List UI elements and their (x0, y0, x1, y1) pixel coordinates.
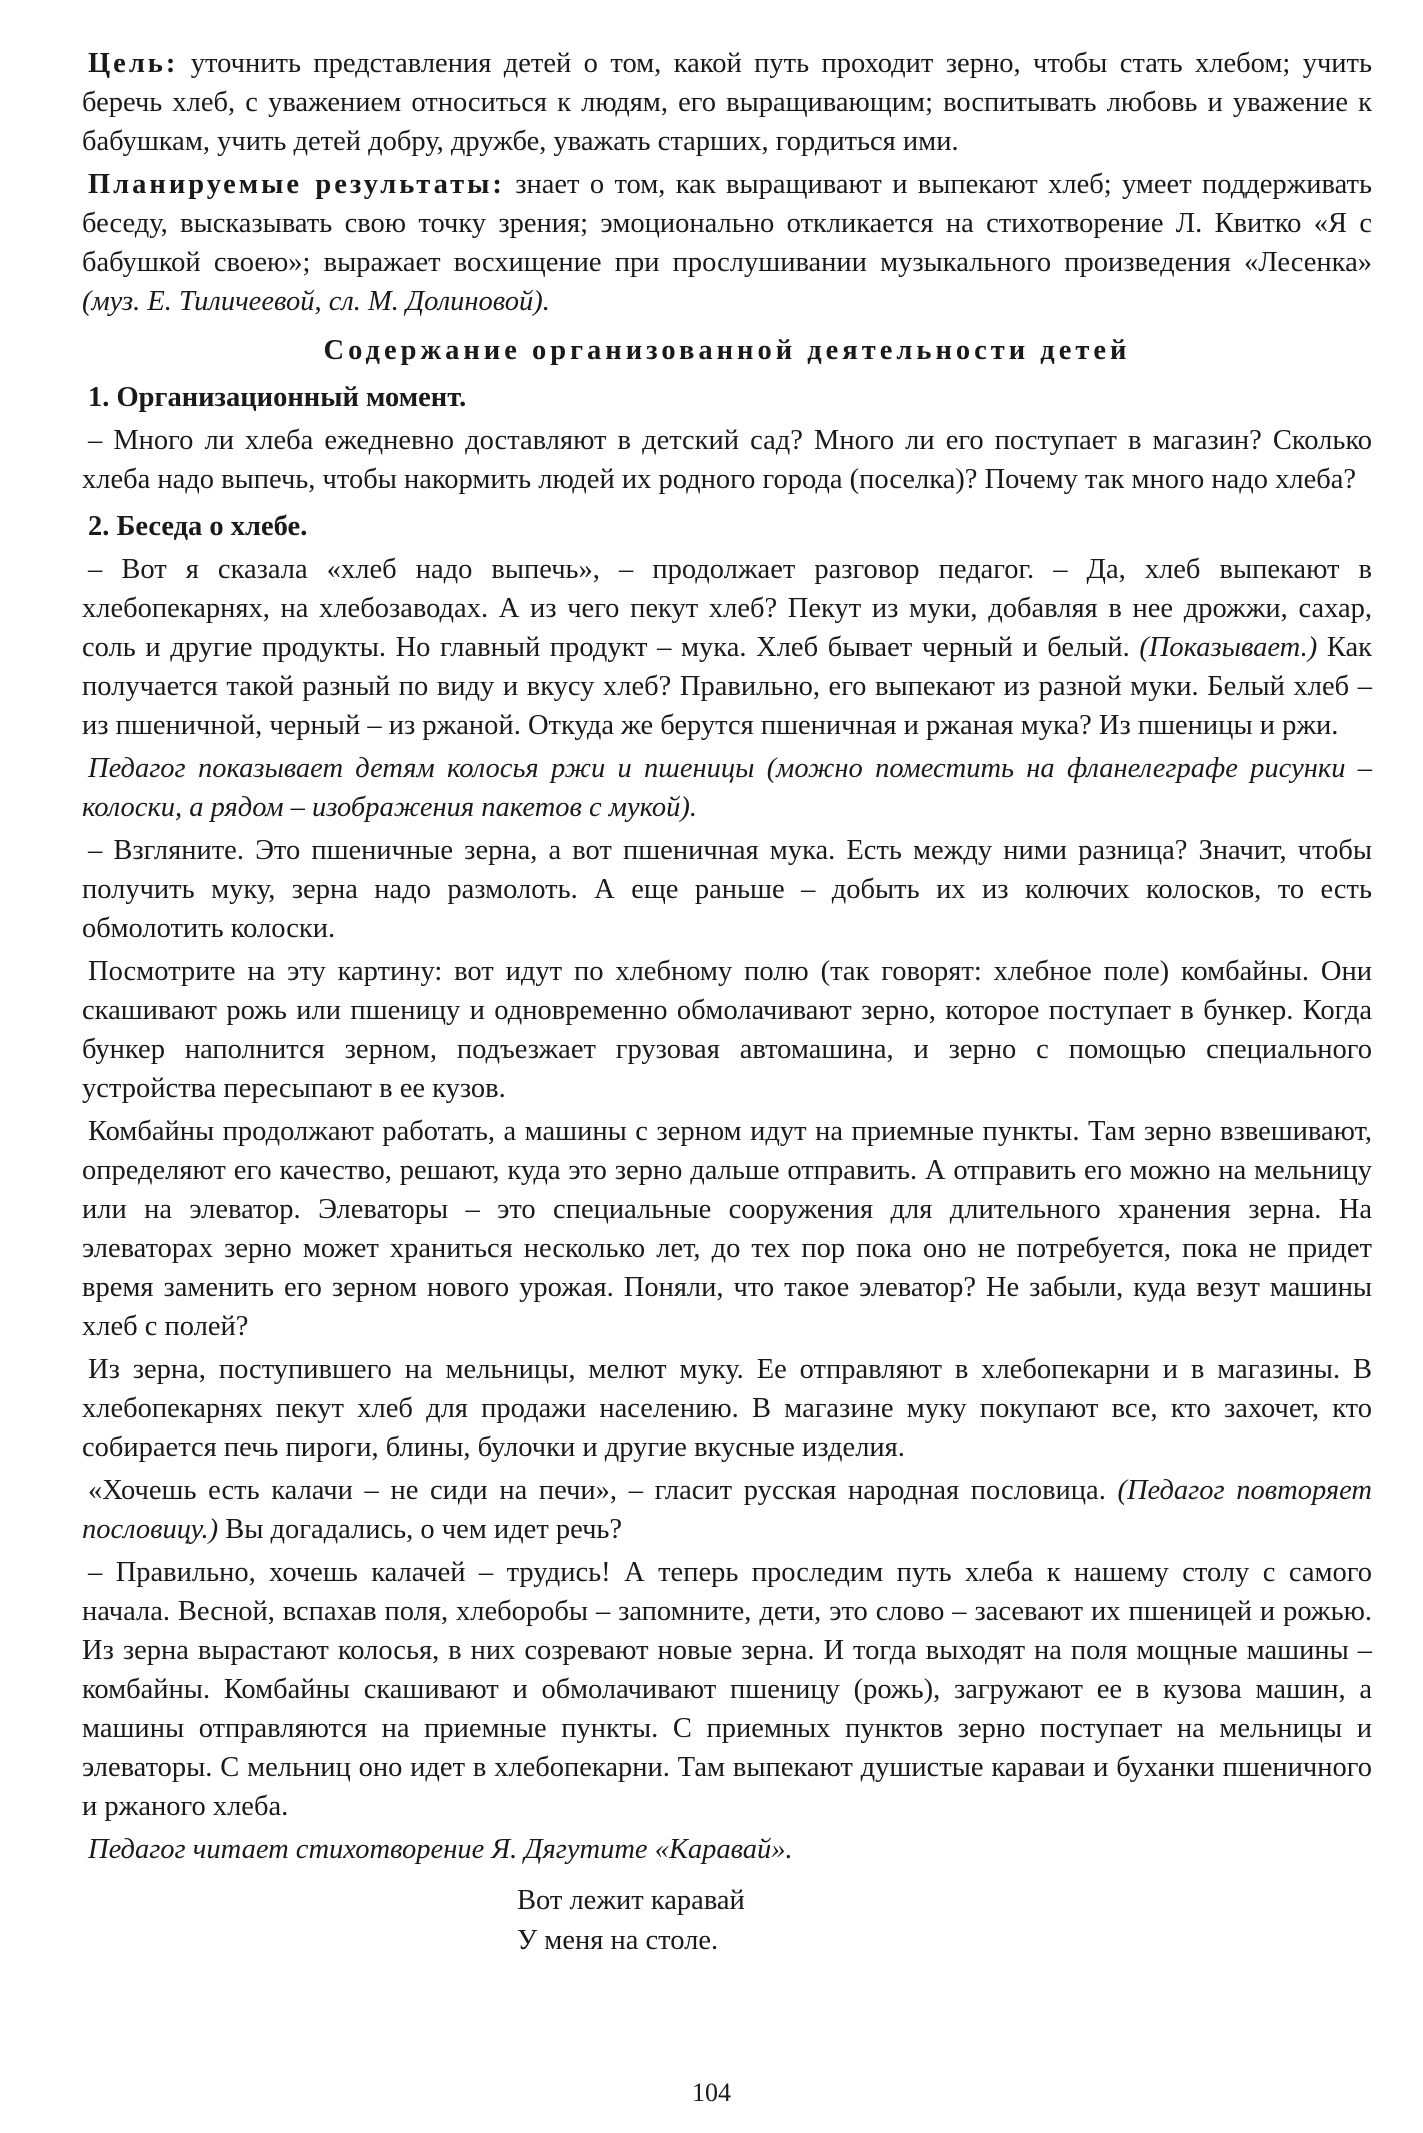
goal-paragraph (82, 44, 1372, 161)
section2-paragraph-1 (82, 550, 1372, 745)
section1-heading: 1. Организационный момент. (88, 382, 467, 413)
poem-line-1: Вот лежит каравай (517, 1885, 745, 1916)
section2-paragraph-6: Из зерна, поступившего на мельницы, мелют муку. Ее отправляют в хлебопекарни и в магазины. В хлебопекарнях пекут хлеб для продажи населению. В магазине муку покупают все, кто захочет, кто собирается печь пироги, блины, булочки и другие вкусные изделия. (82, 1354, 1372, 1463)
results-music-credit: (муз. Е. Тиличеевой, сл. М. Долиновой). (82, 286, 550, 317)
section2-paragraph-2: Педагог показывает детям колосья ржи и пшеницы (можно поместить на фланелеграфе рисунки – колоски, а рядом – изображения пакетов с мукой). (82, 753, 1372, 823)
poem-line-2: У меня на столе. (517, 1925, 719, 1956)
section2-paragraph-4: Посмотрите на эту картину: вот идут по хлебному полю (так говорят: хлебное поле) комбайны. Они скашивают рожь или пшеницу и одновременно обмолачивают зерно, которое поступает в бункер. Когда бункер наполнится зерном, подъезжает грузовая автомашина, и зерно с помощью специального устройства пересыпают в ее кузов. (82, 956, 1372, 1104)
content-heading: Содержание организованной деятельности детей (323, 335, 1131, 366)
section2-p1-text-a: – Вот я сказала «хлеб надо выпечь», – продолжает разговор педагог. – Да, хлеб выпекают в хлебопекарнях, на хлебозаводах. А из чего пекут хлеб? Пекут из муки, добавляя в нее дрожжи, сахар, соль и другие продукты. Но главный продукт – мука. Хлеб бывает черный и белый. (82, 554, 1372, 663)
results-label: Планируемые результаты: (88, 169, 505, 200)
poem (82, 1881, 1372, 1961)
section2-paragraph-7 (82, 1471, 1372, 1549)
section2-p1-text-b: Как получается такой разный по виду и вкусу хлеб? Правильно, его выпекают из разной муки. Белый хлеб – из пшеничной, черный – из ржаной. Откуда же берутся пшеничная и ржаная мука? Из пшеницы и ржи. (82, 632, 1372, 741)
section2-paragraph-9: Педагог читает стихотворение Я. Дягутите «Каравай». (88, 1834, 793, 1865)
page-content (82, 44, 1372, 1961)
section2-heading: 2. Беседа о хлебе. (88, 511, 308, 542)
section2-p7-text-a: «Хочешь есть калачи – не сиди на печи», – гласит русская народная пословица. (88, 1475, 1118, 1506)
section2-p7-italic: (Педагог повторяет пословицу.) (82, 1475, 1372, 1545)
section2-paragraph-3: – Взгляните. Это пшеничные зерна, а вот пшеничная мука. Есть между ними разница? Значит, чтобы получить муку, зерна надо размолоть. А еще раньше – добыть их из колючих колосков, то есть обмолотить колоски. (82, 835, 1372, 944)
section2-p1-italic: (Показывает.) (1139, 632, 1318, 663)
goal-label: Цель: (88, 48, 179, 79)
section2-p7-text-b: Вы догадались, о чем идет речь? (218, 1514, 623, 1545)
results-paragraph (82, 165, 1372, 321)
results-text: знает о том, как выращивают и выпекают хлеб; умеет поддерживать беседу, высказывать свою точку зрения; эмоционально откликается на стихотворение Л. Квитко «Я с бабушкой своею»; выражает восхищение при прослушивании музыкального произведения «Лесенка» (82, 169, 1372, 278)
section2-paragraph-5: Комбайны продолжают работать, а машины с зерном идут на приемные пункты. Там зерно взвешивают, определяют его качество, решают, куда это зерно дальше отправить. А отправить его можно на мельницу или на элеватор. Элеваторы – это специальные сооружения для длительного хранения зерна. На элеваторах зерно может храниться несколько лет, до тех пор пока оно не потребуется, пока не придет время заменить его зерном нового урожая. Поняли, что такое элеватор? Не забыли, куда везут машины хлеб с полей? (82, 1116, 1372, 1342)
section2-paragraph-8: – Правильно, хочешь калачей – трудись! А теперь проследим путь хлеба к нашему столу с самого начала. Весной, вспахав поля, хлеборобы – запомните, дети, это слово – засевают их пшеницей и рожью. Из зерна вырастают колосья, в них созревают новые зерна. И тогда выходят на поля мощные машины – комбайны. Комбайны скашивают и обмолачивают пшеницу (рожь), загружают ее в кузова машин, а машины отправляются на приемные пункты. С приемных пунктов зерно поступает на мельницы и элеваторы. С мельниц оно идет в хлебопекарни. Там выпекают душистые караваи и буханки пшеничного и ржаного хлеба. (82, 1557, 1372, 1822)
section1-text: – Много ли хлеба ежедневно доставляют в детский сад? Много ли его поступает в магазин? Сколько хлеба надо выпечь, чтобы накормить людей их родного города (поселка)? Почему так много надо хлеба? (82, 425, 1372, 495)
goal-text: уточнить представления детей о том, какой путь проходит зерно, чтобы стать хлебом; учить беречь хлеб, с уважением относиться к людям, его выращивающим; воспитывать любовь и уважение к бабушкам, учить детей добру, дружбе, уважать старших, гордиться ими. (82, 48, 1372, 157)
page-number: 104 (692, 2078, 731, 2107)
